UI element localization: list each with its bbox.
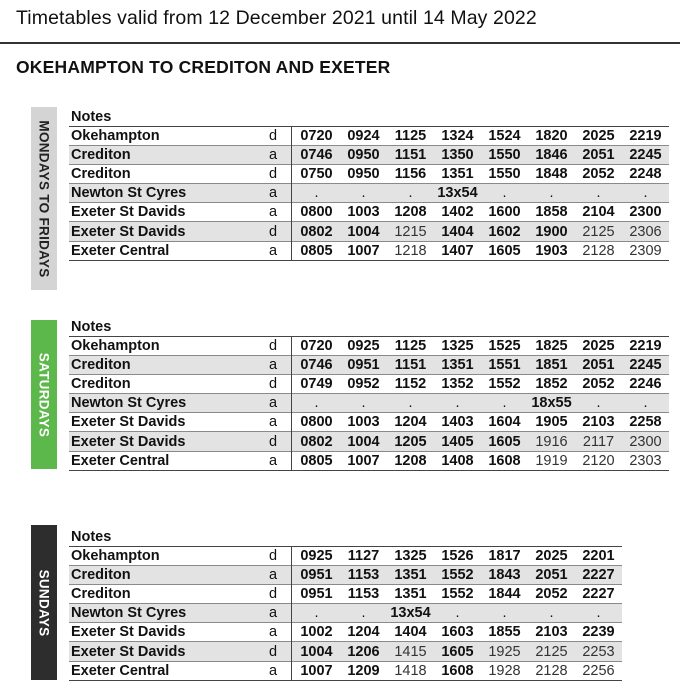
departure-time: 1153 [340,585,387,604]
departure-time: 1208 [387,203,434,222]
departure-time: 0720 [300,338,333,355]
departure-time: 1204 [387,413,434,432]
departure-time: 1324 [441,128,474,145]
departure-time: 1404 [434,222,481,241]
departure-time: 2103 [528,623,575,642]
departure-time: 1525 [488,338,521,355]
table-row [69,146,669,165]
table-row [69,184,669,203]
departure-time: 0925 [300,548,333,565]
departure-time: 1552 [481,375,528,394]
timetable-table [69,546,622,681]
saturdays-timetable [69,318,669,471]
departure-time: 1415 [387,642,434,661]
departure-time: . [481,184,528,203]
departure-time: 1928 [481,661,528,680]
departure-time: 1844 [481,585,528,604]
departure-time: . [340,604,387,623]
table-row [69,661,622,680]
departure-time: 1900 [528,222,575,241]
departure-time: 1152 [387,375,434,394]
departure-time: 1206 [340,642,387,661]
table-row [69,432,669,451]
notes-label: Notes [71,109,112,125]
departure-time: . [293,394,340,413]
table-row [69,375,669,394]
departure-time: 1608 [481,451,528,470]
departure-time: 1843 [481,566,528,585]
departure-time: 1925 [481,642,528,661]
departure-time: 1408 [434,451,481,470]
arrive-depart-indicator: a [269,566,292,585]
departure-time: 0749 [293,375,340,394]
station-name: Exeter St Davids [69,432,269,451]
arrive-depart-indicator: a [269,146,292,165]
departure-time: 2104 [575,203,622,222]
departure-time: 13x54 [387,604,434,623]
arrive-depart-indicator: a [269,356,292,375]
mondays-to-fridays-tab [31,107,57,290]
table-row [69,642,622,661]
departure-time: . [340,184,387,203]
departure-time: 1003 [340,203,387,222]
departure-time: . [434,604,481,623]
station-name: Exeter Central [69,451,269,470]
table-row [69,337,669,356]
table-row [69,241,669,260]
departure-time: 2258 [622,413,669,432]
departure-time: 2051 [528,566,575,585]
departure-time: . [528,604,575,623]
departure-time: 2219 [629,128,662,145]
sundays-tab [31,525,57,680]
departure-time: 18x55 [528,394,575,413]
departure-time: 1855 [481,623,528,642]
departure-time: 1550 [481,165,528,184]
departure-time: 0720 [300,128,333,145]
station-name: Exeter St Davids [69,203,269,222]
timetable-table [69,126,669,261]
departure-time: 1608 [434,661,481,680]
departure-time: . [528,184,575,203]
departure-time: 1125 [394,338,427,355]
departure-time: 1351 [434,165,481,184]
departure-time: 2248 [622,165,669,184]
departure-time: 1552 [434,566,481,585]
station-name: Okehampton [71,128,160,145]
departure-time: 0951 [293,585,340,604]
departure-time: 2300 [622,432,669,451]
departure-time: 0951 [293,566,340,585]
station-name: Newton St Cyres [69,604,269,623]
departure-time: 1205 [387,432,434,451]
departure-time: 1350 [434,146,481,165]
departure-time: 2309 [622,241,669,260]
departure-time: . [387,394,434,413]
departure-time: 1905 [528,413,575,432]
departure-time: 1127 [347,548,380,565]
departure-time: . [340,394,387,413]
station-name: Newton St Cyres [69,184,269,203]
arrive-depart-indicator: d [269,548,278,565]
departure-time: 1605 [481,241,528,260]
arrive-depart-indicator: d [269,222,292,241]
departure-time: 2300 [622,203,669,222]
departure-time: 2245 [622,356,669,375]
departure-time: 1352 [434,375,481,394]
departure-time: 1858 [528,203,575,222]
departure-time: 1151 [387,356,434,375]
departure-time: 1603 [434,623,481,642]
departure-time: 1153 [340,566,387,585]
table-row [69,566,622,585]
table-row [69,127,669,146]
departure-time: 1852 [528,375,575,394]
departure-time: 1007 [340,451,387,470]
departure-time: 2052 [575,375,622,394]
departure-time: . [575,604,622,623]
departure-time: 1418 [387,661,434,680]
notes-label: Notes [71,319,112,335]
departure-time: 1605 [481,432,528,451]
departure-time: 0746 [293,356,340,375]
departure-time: 2125 [575,222,622,241]
departure-time: 1003 [340,413,387,432]
departure-time: 1002 [293,623,340,642]
departure-time: 2025 [582,338,615,355]
departure-time: 1846 [528,146,575,165]
station-name: Exeter St Davids [69,642,269,661]
arrive-depart-indicator: a [269,413,292,432]
departure-time: 1825 [535,338,568,355]
station-name: Okehampton [71,338,160,355]
departure-time: 0951 [340,356,387,375]
arrive-depart-indicator: a [269,203,292,222]
departure-time: 0800 [293,413,340,432]
departure-time: 1604 [481,413,528,432]
departure-time: . [293,604,340,623]
departure-time: 1404 [387,623,434,642]
station-name: Newton St Cyres [69,394,269,413]
departure-time: 2117 [575,432,622,451]
departure-time: 2120 [575,451,622,470]
departure-time: 1125 [394,128,427,145]
departure-time: 1403 [434,413,481,432]
table-row [69,394,669,413]
departure-time: 1351 [387,585,434,604]
departure-time: 1851 [528,356,575,375]
day-label: MONDAYS TO FRIDAYS [36,119,52,278]
departure-time: 1215 [387,222,434,241]
day-label: SUNDAYS [36,569,52,636]
departure-time: 1919 [528,451,575,470]
departure-time: . [387,184,434,203]
departure-time: 1004 [293,642,340,661]
station-name: Exeter St Davids [69,413,269,432]
departure-time: 0924 [347,128,380,145]
arrive-depart-indicator: d [269,165,292,184]
departure-time: 0805 [293,451,340,470]
station-name: Crediton [69,356,269,375]
departure-time: . [575,394,622,413]
table-row [69,547,622,566]
arrive-depart-indicator: d [269,338,278,355]
departure-time: 2128 [575,241,622,260]
station-name: Okehampton [71,548,160,565]
departure-time: 1325 [394,548,427,565]
departure-time: 2025 [582,128,615,145]
station-name: Exeter St Davids [69,623,269,642]
notes-label: Notes [71,529,112,545]
station-name: Crediton [69,165,269,184]
departure-time: 1405 [434,432,481,451]
station-name: Exeter Central [69,241,269,260]
table-row [69,222,669,241]
departure-time: 2051 [575,146,622,165]
departure-time: 0950 [340,146,387,165]
departure-time: 0802 [293,432,340,451]
departure-time: 1820 [535,128,568,145]
departure-time: 2128 [528,661,575,680]
station-name: Crediton [69,566,269,585]
departure-time: . [622,394,669,413]
mondays-to-fridays-timetable [69,108,669,261]
departure-time: 1817 [488,548,521,565]
station-name: Crediton [69,375,269,394]
departure-time: 1007 [340,241,387,260]
departure-time: 1156 [387,165,434,184]
departure-time: 0952 [340,375,387,394]
departure-time: 2246 [622,375,669,394]
departure-time: 2125 [528,642,575,661]
departure-time: 1550 [481,146,528,165]
table-row [69,165,669,184]
station-name: Exeter Central [69,661,269,680]
departure-time: 2227 [575,585,622,604]
table-row [69,413,669,432]
departure-time: 1524 [488,128,521,145]
table-row [69,585,622,604]
departure-time: . [481,604,528,623]
arrive-depart-indicator: d [269,432,292,451]
departure-time: 2306 [622,222,669,241]
arrive-depart-indicator: a [269,661,292,680]
departure-time: 2052 [575,165,622,184]
station-name: Crediton [69,585,269,604]
arrive-depart-indicator: a [269,241,292,260]
departure-time: 2245 [622,146,669,165]
arrive-depart-indicator: d [269,375,292,394]
departure-time: 0805 [293,241,340,260]
departure-time: 1351 [434,356,481,375]
departure-time: 13x54 [434,184,481,203]
departure-time: 2239 [575,623,622,642]
route-title: OKEHAMPTON TO CREDITON AND EXETER [16,57,391,77]
departure-time: 2227 [575,566,622,585]
departure-time: 1526 [441,548,474,565]
arrive-depart-indicator: a [269,623,292,642]
table-row [69,203,669,222]
departure-time: 1551 [481,356,528,375]
station-name: Crediton [69,146,269,165]
departure-time: 1903 [528,241,575,260]
departure-time: 2219 [629,338,662,355]
departure-time: 1402 [434,203,481,222]
departure-time: 2052 [528,585,575,604]
departure-time: 1204 [340,623,387,642]
arrive-depart-indicator: d [269,642,292,661]
departure-time: 2253 [575,642,622,661]
arrive-depart-indicator: d [269,585,292,604]
departure-time: 0800 [293,203,340,222]
departure-time: 1209 [340,661,387,680]
departure-time: 1407 [434,241,481,260]
day-label: SATURDAYS [36,352,52,437]
departure-time: . [434,394,481,413]
sundays-timetable [69,528,622,681]
departure-time: . [575,184,622,203]
departure-time: 1325 [441,338,474,355]
departure-time: . [622,184,669,203]
page-heading: Timetables valid from 12 December 2021 until 14 May 2022 [16,7,537,29]
arrive-depart-indicator: a [269,451,292,470]
arrive-depart-indicator: a [269,184,292,203]
arrive-depart-indicator: a [269,394,292,413]
departure-time: 1351 [387,566,434,585]
departure-time: 0750 [293,165,340,184]
departure-time: 1004 [340,222,387,241]
timetable-table [69,336,669,471]
departure-time: 1552 [434,585,481,604]
departure-time: 2303 [622,451,669,470]
table-row [69,451,669,470]
arrive-depart-indicator: a [269,604,292,623]
departure-time: 0802 [293,222,340,241]
departure-time: 0925 [347,338,380,355]
departure-time: 1218 [387,241,434,260]
heading-divider [0,42,680,44]
saturdays-tab [31,320,57,469]
departure-time: 2201 [582,548,615,565]
departure-time: 1208 [387,451,434,470]
departure-time: . [293,184,340,203]
departure-time: 1916 [528,432,575,451]
departure-time: 1151 [387,146,434,165]
departure-time: 0746 [293,146,340,165]
table-row [69,604,622,623]
departure-time: 1007 [293,661,340,680]
departure-time: . [481,394,528,413]
station-name: Exeter St Davids [69,222,269,241]
departure-time: 1848 [528,165,575,184]
departure-time: 2051 [575,356,622,375]
table-row [69,356,669,375]
departure-time: 2256 [575,661,622,680]
table-row [69,623,622,642]
departure-time: 1600 [481,203,528,222]
departure-time: 1004 [340,432,387,451]
arrive-depart-indicator: d [269,128,278,145]
departure-time: 2103 [575,413,622,432]
departure-time: 0950 [340,165,387,184]
departure-time: 1602 [481,222,528,241]
departure-time: 2025 [535,548,568,565]
departure-time: 1605 [434,642,481,661]
